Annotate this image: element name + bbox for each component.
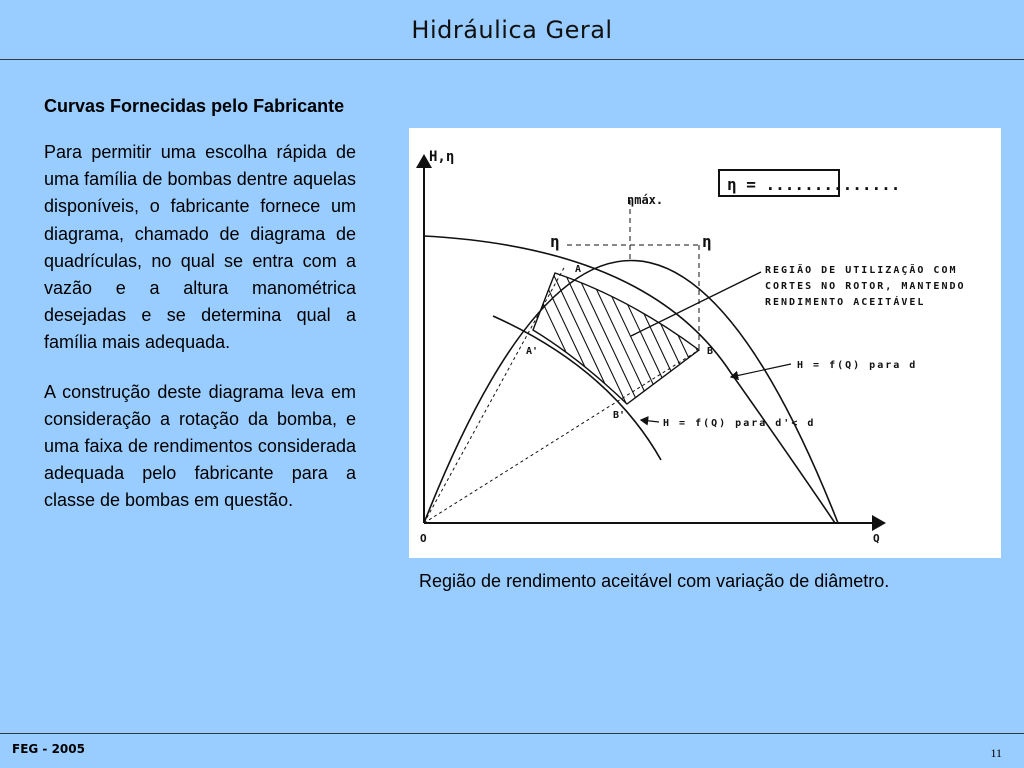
pump-curve-diagram bbox=[409, 128, 1001, 558]
x-axis-label: Q bbox=[873, 532, 880, 545]
region-label-line-3: RENDIMENTO ACEITÁVEL bbox=[765, 297, 926, 308]
footer-divider bbox=[0, 733, 1024, 734]
dashed-line-b bbox=[424, 350, 699, 523]
paragraph-1: Para permitir uma escolha rápida de uma família de bombas dentre aquelas disponíveis, o fabricante fornece um diagrama, chamado de diagrama de quadrículas, no qual se entra com a vazão e a altura manométrica desejadas e se determina qual a família mais adequada. bbox=[44, 142, 356, 353]
curve-d-prime-label: H = f(Q) para d'< d bbox=[663, 418, 816, 429]
diagram-svg bbox=[409, 128, 1001, 558]
origin-label: O bbox=[420, 532, 427, 545]
region-pointer bbox=[631, 272, 761, 336]
figure-caption: Região de rendimento aceitável com variação de diâmetro. bbox=[419, 571, 890, 591]
section-heading: Curvas Fornecidas pelo Fabricante bbox=[44, 96, 345, 116]
head-curve-d bbox=[424, 236, 835, 523]
text-column bbox=[44, 93, 356, 537]
eta-right-label: η bbox=[702, 232, 712, 251]
region-label-line-2: CORTES NO ROTOR, MANTENDO bbox=[765, 281, 966, 292]
curve-d-arrow bbox=[731, 364, 791, 377]
slide-header bbox=[0, 0, 1024, 60]
footer-label: FEG - 2005 bbox=[12, 742, 85, 756]
point-b-prime-label: B' bbox=[613, 410, 626, 421]
curve-d-prime-arrow bbox=[641, 420, 659, 422]
region-label-line-1: REGIÃO DE UTILIZAÇÃO COM bbox=[765, 265, 958, 276]
curve-d-label: H = f(Q) para d bbox=[797, 360, 918, 371]
y-axis-label: H,η bbox=[429, 149, 455, 165]
slide-title: Hidráulica Geral bbox=[411, 16, 613, 44]
point-b-label: B bbox=[707, 346, 714, 357]
point-a-label: A bbox=[575, 264, 582, 275]
eta-box-text: η = .............. bbox=[727, 175, 901, 194]
point-a-prime-label: A' bbox=[526, 346, 539, 357]
paragraph-2: A construção deste diagrama leva em consideração a rotação da bomba, e uma faixa de rendimentos considerada adequada pelo fabricante para a classe de bombas em questão. bbox=[44, 381, 356, 511]
page-number: 11 bbox=[990, 746, 1002, 760]
eta-left-label: η bbox=[550, 232, 560, 251]
eta-max-label: ηmáx. bbox=[627, 193, 664, 207]
